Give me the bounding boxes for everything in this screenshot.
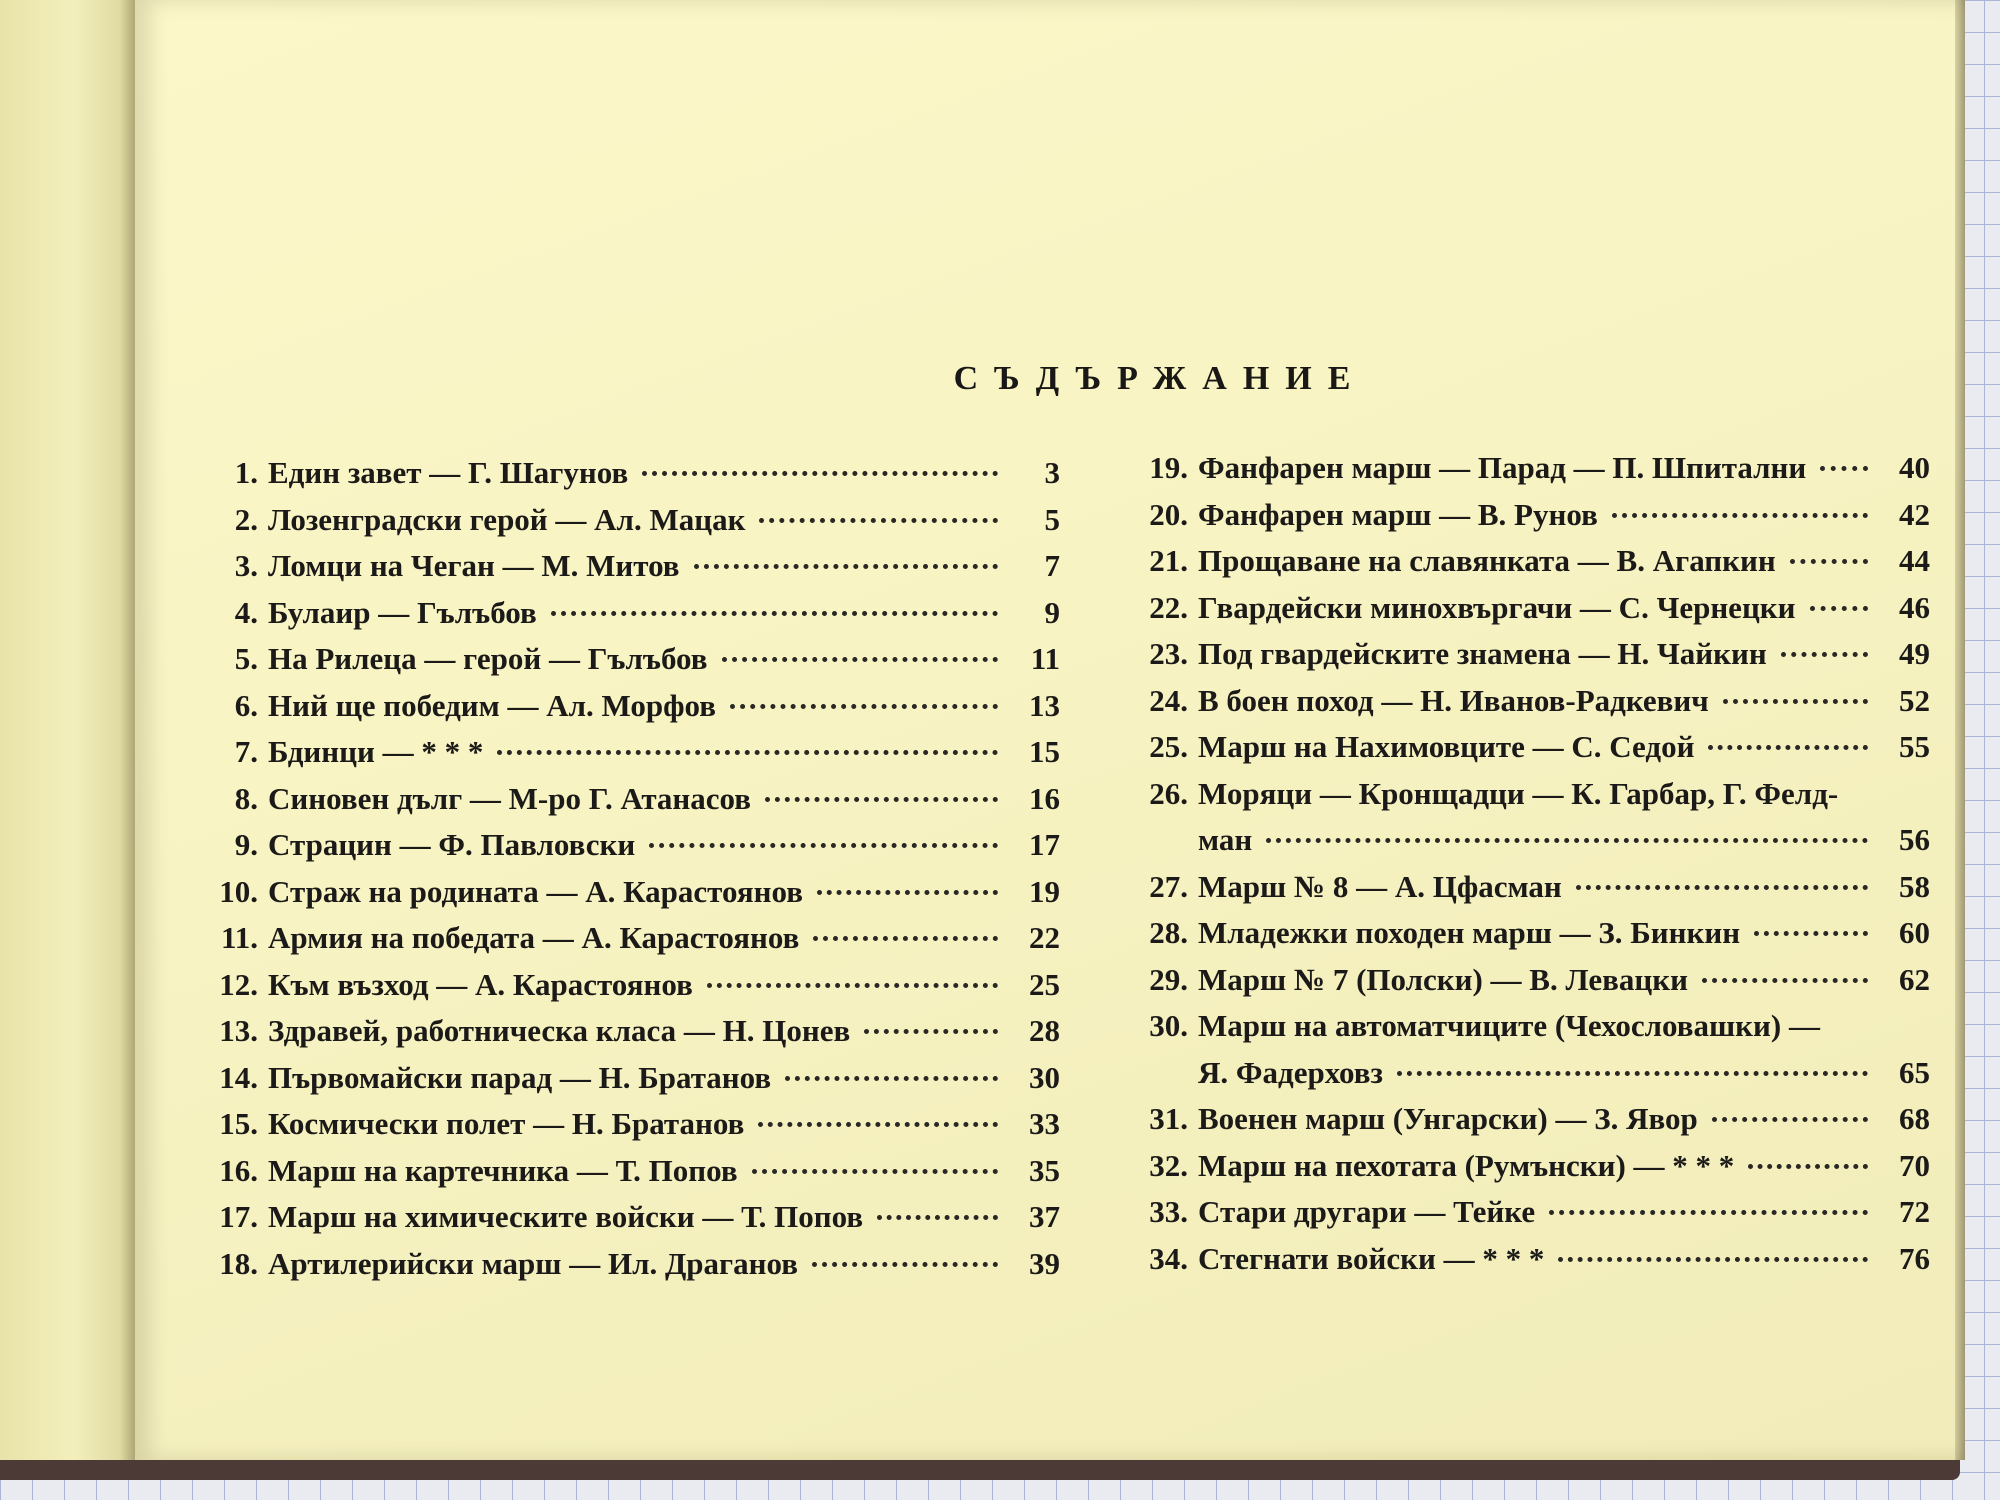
- entry-title: Артилерийски марш — Ил. Драганов: [268, 1245, 798, 1281]
- dot-leader: [694, 564, 998, 569]
- entry-title: Страж на родината — А. Карастоянов: [268, 873, 804, 909]
- toc-entry: [1120, 1101, 1930, 1148]
- entry-page-number: 52: [1899, 682, 1930, 718]
- entry-number: 16.: [219, 1152, 258, 1188]
- entry-page-number: 70: [1899, 1147, 1930, 1183]
- entry-page-number: 7: [1044, 548, 1060, 583]
- entry-title: Младежки походен марш — З. Бинкин: [1198, 915, 1741, 950]
- dot-leader: [1612, 513, 1868, 518]
- entry-page-number: 35: [1029, 1152, 1060, 1188]
- entry-title-continuation: Я. Фадерховз: [1198, 1054, 1383, 1090]
- entry-number: 22.: [1149, 589, 1188, 625]
- dot-leader: [1712, 1117, 1868, 1122]
- dot-leader: [722, 657, 998, 662]
- dot-leader: [1748, 1164, 1868, 1169]
- entry-title: Синовен дълг — М-ро Г. Атанасов: [268, 780, 752, 816]
- entry-page-number: 37: [1029, 1199, 1060, 1234]
- entry-number: 6.: [234, 687, 258, 723]
- entry-page-number: 17: [1029, 827, 1060, 862]
- entry-page-number: 58: [1899, 868, 1930, 904]
- dot-leader: [1723, 699, 1868, 704]
- toc-entry: [1120, 776, 1930, 823]
- entry-page-number: 40: [1899, 450, 1930, 485]
- entry-number: 1.: [234, 455, 258, 490]
- entry-page-number: 9: [1044, 594, 1060, 630]
- entry-number: 18.: [219, 1245, 258, 1281]
- entry-number: 10.: [219, 873, 258, 909]
- entry-page-number: 46: [1899, 589, 1930, 625]
- entry-page-number: 60: [1899, 915, 1930, 950]
- entry-number: 19.: [1149, 450, 1188, 485]
- entry-number: 8.: [234, 780, 258, 816]
- page-title: СЪДЪРЖАНИЕ: [953, 360, 1367, 397]
- entry-title: Прощаване на славянката — В. Агапкин: [1198, 543, 1776, 578]
- entry-number: 5.: [234, 641, 258, 676]
- entry-title: Марш на химическите войски — Т. Попов: [268, 1199, 864, 1234]
- entry-title: Лозенградски герой — Ал. Мацак: [268, 501, 746, 537]
- entry-title: Стегнати войски — * * *: [1198, 1240, 1545, 1276]
- toc-entry: [1120, 1148, 1930, 1195]
- entry-page-number: 5: [1044, 501, 1060, 537]
- dot-leader: [752, 1169, 998, 1174]
- dot-leader: [551, 611, 998, 616]
- contents-page: [135, 0, 1965, 1460]
- entry-page-number: 42: [1899, 496, 1930, 532]
- dot-leader: [1558, 1257, 1868, 1262]
- toc-entry: [190, 734, 1060, 781]
- entry-title: Под гвардейските знамена — Н. Чайкин: [1198, 636, 1767, 671]
- entry-title: Марш на Нахимовците — С. Седой: [1198, 729, 1695, 764]
- dot-leader: [642, 471, 998, 476]
- entry-title: Марш на картечника — Т. Попов: [268, 1152, 738, 1188]
- entry-page-number: 3: [1044, 455, 1060, 490]
- entry-title: Фанфарен марш — В. Рунов: [1198, 496, 1598, 532]
- entry-title: Първомайски парад — Н. Братанов: [268, 1059, 772, 1095]
- dot-leader: [1576, 885, 1868, 890]
- dot-leader: [1549, 1210, 1868, 1215]
- entry-page-number: 33: [1029, 1106, 1060, 1141]
- entry-title: Страцин — Ф. Павловски: [268, 827, 636, 862]
- dot-leader: [707, 983, 998, 988]
- dot-leader: [1266, 838, 1868, 843]
- entry-page-number: 62: [1899, 961, 1930, 997]
- entry-title: Марш № 8 — А. Цфасман: [1198, 868, 1562, 904]
- entry-number: 13.: [219, 1013, 258, 1048]
- entry-number: 27.: [1149, 868, 1188, 904]
- right-page-edge: [1955, 0, 1965, 1460]
- entry-page-number: 22: [1029, 920, 1060, 955]
- entry-title: Марш № 7 (Полски) — В. Левацки: [1198, 961, 1688, 997]
- entry-title: Здравей, работническа класа — Н. Цонев: [268, 1013, 851, 1048]
- entry-page-number: 15: [1029, 734, 1060, 769]
- dot-leader: [1820, 466, 1868, 471]
- entry-page-number: 16: [1029, 780, 1060, 816]
- entry-number: 29.: [1149, 961, 1188, 997]
- entry-number: 12.: [219, 966, 258, 1002]
- entry-number: 28.: [1149, 915, 1188, 950]
- toc-entry: [1120, 683, 1930, 730]
- entry-number: 15.: [219, 1106, 258, 1141]
- toc-entry: [190, 548, 1060, 595]
- toc-entry: [190, 781, 1060, 828]
- toc-entry: [1120, 869, 1930, 916]
- toc-entry: [1120, 450, 1930, 497]
- entry-title: Ний ще победим — Ал. Морфов: [268, 687, 717, 723]
- entry-title: Армия на победата — А. Карастоянов: [268, 920, 800, 955]
- entry-title: Марш на пехотата (Румънски) — * * *: [1198, 1147, 1735, 1183]
- entry-title: Космически полет — Н. Братанов: [268, 1106, 745, 1141]
- entry-page-number: 49: [1899, 636, 1930, 671]
- entry-page-number: 28: [1029, 1013, 1060, 1048]
- dot-leader: [1702, 978, 1868, 983]
- toc-entry: [190, 1153, 1060, 1200]
- dot-leader: [1810, 606, 1868, 611]
- dot-leader: [730, 704, 998, 709]
- entry-number: 34.: [1149, 1240, 1188, 1276]
- contents-column-right: [1120, 450, 1930, 1287]
- entry-number: 24.: [1149, 682, 1188, 718]
- entry-title: Военен марш (Унгарски) — З. Явор: [1198, 1101, 1698, 1136]
- entry-title: Булаир — Гълъбов: [268, 594, 537, 630]
- toc-entry: [190, 1060, 1060, 1107]
- toc-entry: [190, 874, 1060, 921]
- entry-page-number: 56: [1899, 822, 1930, 857]
- entry-page-number: 11: [1030, 641, 1060, 676]
- toc-entry: [190, 688, 1060, 735]
- entry-number: 17.: [219, 1199, 258, 1234]
- entry-page-number: 13: [1029, 687, 1060, 723]
- entry-number: 33.: [1149, 1194, 1188, 1229]
- toc-entry: [190, 967, 1060, 1014]
- entry-number: 9.: [234, 827, 258, 862]
- dot-leader: [649, 843, 998, 848]
- entry-page-number: 44: [1899, 543, 1930, 578]
- entry-title: Един завет — Г. Шагунов: [268, 455, 629, 490]
- toc-entry: [1120, 1194, 1930, 1241]
- entry-page-number: 19: [1029, 873, 1060, 909]
- entry-title: На Рилеца — герой — Гълъбов: [268, 641, 708, 676]
- entry-number: 30.: [1149, 1008, 1188, 1043]
- entry-page-number: 39: [1029, 1245, 1060, 1281]
- entry-title: Ломци на Чеган — М. Митов: [268, 548, 680, 583]
- entry-number: 25.: [1149, 729, 1188, 764]
- dot-leader: [877, 1215, 998, 1220]
- entry-title: Стари другари — Тейке: [1198, 1194, 1536, 1229]
- entry-page-number: 65: [1899, 1054, 1930, 1090]
- entry-page-number: 30: [1029, 1059, 1060, 1095]
- entry-number: 7.: [234, 734, 258, 769]
- entry-title: Към възход — А. Карастоянов: [268, 966, 693, 1002]
- toc-entry: [1120, 1241, 1930, 1288]
- dot-leader: [1397, 1071, 1868, 1076]
- dot-leader: [765, 797, 998, 802]
- entry-page-number: 68: [1899, 1101, 1930, 1136]
- entry-number: 21.: [1149, 543, 1188, 578]
- entry-number: 32.: [1149, 1147, 1188, 1183]
- entry-number: 11.: [220, 920, 258, 955]
- dot-leader: [1754, 931, 1868, 936]
- dot-leader: [1781, 652, 1868, 657]
- entry-title: Моряци — Кронщадци — К. Гарбар, Г. Фелд-: [1198, 775, 1839, 811]
- entry-page-number: 72: [1899, 1194, 1930, 1229]
- entry-number: 23.: [1149, 636, 1188, 671]
- entry-number: 3.: [234, 548, 258, 583]
- toc-entry: [1120, 915, 1930, 962]
- dot-leader: [785, 1076, 998, 1081]
- entry-title-continuation: ман: [1198, 822, 1253, 857]
- entry-title: В боен поход — Н. Иванов-Радкевич: [1198, 682, 1709, 718]
- entry-title: Гвардейски минохвъргачи — С. Чернецки: [1198, 589, 1796, 625]
- entry-number: 31.: [1149, 1101, 1188, 1136]
- dot-leader: [812, 1262, 998, 1267]
- toc-entry: [190, 1246, 1060, 1293]
- dot-leader: [758, 1122, 998, 1127]
- toc-entry: [1120, 1008, 1930, 1055]
- toc-entry: [190, 1199, 1060, 1246]
- toc-entry: [1120, 636, 1930, 683]
- toc-entry: [1120, 962, 1930, 1009]
- toc-entry: [190, 455, 1060, 502]
- entry-page-number: 76: [1899, 1240, 1930, 1276]
- dot-leader: [817, 890, 998, 895]
- dot-leader: [1790, 559, 1868, 564]
- toc-entry: [1120, 497, 1930, 544]
- toc-entry: [1120, 729, 1930, 776]
- dot-leader: [864, 1029, 998, 1034]
- entry-title: Марш на автоматчиците (Чехословашки) —: [1198, 1008, 1820, 1043]
- toc-entry: [190, 502, 1060, 549]
- left-page-edge: [0, 0, 135, 1460]
- toc-entry: [190, 920, 1060, 967]
- dot-leader: [497, 750, 998, 755]
- entry-number: 26.: [1149, 775, 1188, 811]
- toc-entry: [190, 641, 1060, 688]
- contents-column-left: [190, 455, 1060, 1292]
- entry-title: Фанфарен марш — Парад — П. Шпитални: [1198, 450, 1807, 485]
- toc-entry: [190, 595, 1060, 642]
- toc-entry: [190, 1106, 1060, 1153]
- entry-page-number: 55: [1899, 729, 1930, 764]
- entry-number: 14.: [219, 1059, 258, 1095]
- toc-entry-continuation: [1120, 1055, 1930, 1102]
- toc-entry: [1120, 543, 1930, 590]
- dot-leader: [813, 936, 998, 941]
- entry-number: 4.: [234, 594, 258, 630]
- entry-page-number: 25: [1029, 966, 1060, 1002]
- dot-leader: [759, 518, 998, 523]
- toc-entry: [190, 827, 1060, 874]
- entry-number: 2.: [234, 501, 258, 537]
- entry-title: Бдинци — * * *: [268, 734, 484, 769]
- entry-number: 20.: [1149, 496, 1188, 532]
- toc-entry-continuation: [1120, 822, 1930, 869]
- dot-leader: [1708, 745, 1868, 750]
- toc-entry: [1120, 590, 1930, 637]
- toc-entry: [190, 1013, 1060, 1060]
